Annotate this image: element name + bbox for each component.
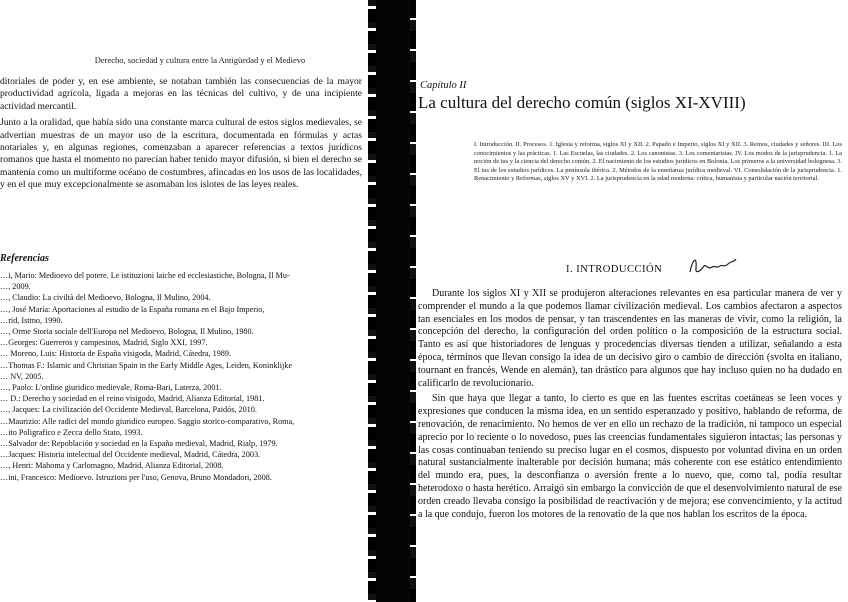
- left-page: [0, 0, 372, 602]
- reference-line: …, Claudio: La civiltà del Medioevo, Bologna, Il Mulino, 2004.: [0, 293, 211, 303]
- paragraph: Junto a la oralidad, que había sido una constante marca cultural de estos siglos medievales, se advertían muestras de un mayor uso de la escritura, documentada en fórmulas y actas notariales y, en algunas regiones, comenzaban a aparecer referencias a textos jurídicos romanos que hasta el momento no parecían haber tenido mayor difusión, si bien el derecho se mantenía como un multiforme océano de costumbres, afincadas en los usos de las localidades, y en el que muy excepcionalmente se asomaban los islotes de las leyes reales.: [0, 117, 362, 191]
- reference-line: …Jacques: Historia intelectual del Occidente medieval, Madrid, Cátedra, 2003.: [0, 450, 261, 460]
- reference-line: …, Orme Storia sociale dell'Europa nel Medioevo, Bologna, Il Mulino, 1980.: [0, 327, 254, 337]
- reference-line: …Salvador de: Repoblación y sociedad en la España medieval, Madrid, Rialp, 1979.: [0, 439, 278, 449]
- left-body-text: [0, 76, 362, 196]
- reference-line: …ini, Francesco: Medioevo. Istruzioni per l'uso, Genova, Bruno Mondadori, 2008.: [0, 472, 272, 482]
- reference-line: …rid, Istmo, 1990.: [0, 315, 63, 325]
- reference-line: …ito Poligrafico e Zecca dello Stato, 1993.: [0, 427, 143, 437]
- reference-line: … NV, 2005.: [0, 371, 44, 381]
- right-body-text: [418, 288, 842, 524]
- reference-line: …, Henri: Mahoma y Carlomagno, Madrid, Alianza Editorial, 2008.: [0, 461, 224, 471]
- reference-line: …i, Mario: Medioevo del potere. Le istituzioni laiche ed ecclesiastiche, Bologna, Il Mu-: [0, 271, 290, 280]
- reference-line: …, José María: Aportaciones al estudio de la España romana en el Bajo Imperio,: [0, 304, 265, 314]
- handwritten-signature: [684, 252, 744, 278]
- section-heading: I. INTRODUCCIÓN: [566, 264, 663, 275]
- book-gutter: [372, 0, 412, 602]
- gutter-edge-left: [368, 0, 376, 602]
- reference-line: … Moreno, Luis: Historia de España visigoda, Madrid, Cátedra, 1989.: [0, 349, 232, 359]
- reference-line: …, 2009.: [0, 282, 31, 292]
- running-head: Derecho, sociedad y cultura entre la Antigüedad y el Medievo: [94, 55, 306, 65]
- paragraph: ditoriales de poder y, en ese ambiente, se notaban también las consecuencias de la mayor productividad agrícola, ligada a mejoras en las técnicas del cultivo, y de una incipiente actividad mercantil.: [0, 76, 362, 112]
- references-list: [0, 270, 362, 483]
- reference-line: …, Jacques: La civilización del Occidente Medieval, Barcelona, Paidós, 2010.: [0, 405, 257, 415]
- reference-line: …Georges: Guerreros y campesinos, Madrid, Siglo XXI, 1997.: [0, 338, 208, 348]
- chapter-title: La cultura del derecho común (siglos XI-XVIII): [418, 93, 746, 112]
- chapter-label: Capítulo II: [420, 80, 467, 91]
- reference-line: … D.: Derecho y sociedad en el reino visigodo, Madrid, Alianza Editorial, 1981.: [0, 394, 265, 404]
- reference-line: …Maurizio: Alle radici del mondo giuridico europeo. Saggio storico-comparativo, Roma,: [0, 416, 295, 426]
- chapter-contents: I. Introducción. II. Procesos. 1. Iglesia y reforma, siglos XI y XII. 2. Papado e Imperio, siglos XI y XII. 3. Reinos, ciudades y señores. III. Los conocimientos y las prácticas. 1. Las Escuelas, las ciudades. 2. Los canonistas. 3. Los comentaristas. IV. Los modos de la jurisprudencia. 1. La noción de ius y la ciencia del derecho común. 2. El nacimiento de los estudios jurídicos en Bolonia. Los primeros a la universidad bolognesa. 3. El ius de los estudios jurídicos. La península ibérica. 2. Métodos de la enseñanza jurídica medieval. VI. Consolidación de la jurisprudencia. 1. Renacimiento y Reformas, siglos XV y XVI. 2. La jurisprudencia en la edad moderna: crítica, humanista y particular nación territorial.: [474, 141, 842, 183]
- right-page: [412, 0, 848, 602]
- paragraph: Sin que haya que llegar a tanto, lo cierto es que en las fuentes escritas coetáneas se leen voces y expresiones que conducen la misma idea, en un sentido esperanzado y positivo, hablando de reforma, de renovación, de renacimiento. No hemos de ver en ello un rechazo de la tradición, ni tampoco un especial aprecio por lo reciente o lo novedoso, pues las creencias fundamentales siguieron intactas; las personas y las cosas continuaban teniendo su preciso lugar en el cosmos, dispuesto por voluntad divina en un orden natural sustancialmente inalterable por decisión humana; más coherente con ese estático entendimiento del mundo era, pues, la desconfianza o aversión frente a lo nuevo, que, como tal, podía resultar heterodoxo o hasta herético. Arraigó sin embargo la convicción de que el desenvolvimiento natural de ese orden creado llevaba consigo la posibilidad de reactivación y de mejora; ese convencimiento, y la actitud a la que condujo, fueron los motores de la renovatio de la que nos hablan los escritos de la época.: [418, 393, 842, 520]
- references-heading: Referencias: [0, 253, 49, 264]
- reference-line: …Thomas F.: Islamic and Christian Spain in the Early Middle Ages, Leiden, Koninklijke: [0, 360, 293, 370]
- paragraph: Durante los siglos XI y XII se produjeron alteraciones relevantes en esa particular manera de ver y comprender el mundo a la que podemos llamar civilización medieval. Los cambios afectaron a aspectos tan esenciales en los modos de pensar, y tan trascendentes en las maneras de vivir, como la religión, la concepción del derecho, la configuración del orden político o la composición de la estructura social. Tanto es así que historiadores de lenguas y procedencias diversas tienden a utilizar, señalando a esta época, términos que llevan consigo la idea de un decisivo giro o cambio de dirección (svolta en italiano, tournant en francés, Wende en alemán), tan drástico para algunos que hay incluso quien no ha dudado en calificarlo de revolucionario.: [418, 288, 842, 389]
- reference-line: …, Paolo: L'ordine giuridico medievale, Roma-Bari, Laterza, 2001.: [0, 383, 222, 393]
